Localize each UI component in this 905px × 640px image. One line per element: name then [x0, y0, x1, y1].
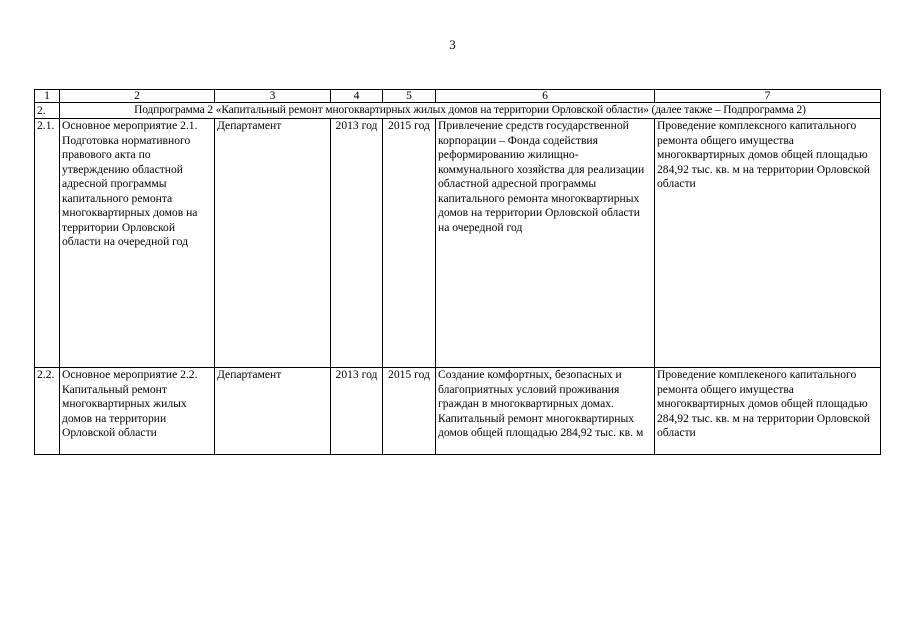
start-year: 2013 год — [331, 368, 383, 455]
header-cell: 7 — [655, 90, 881, 103]
page-number: 3 — [449, 37, 456, 52]
header-cell: 4 — [331, 90, 383, 103]
measures-table — [34, 89, 881, 455]
subprogram-row — [35, 103, 881, 119]
header-cell: 2 — [60, 90, 215, 103]
header-cell: 1 — [35, 90, 60, 103]
start-year: 2013 год — [331, 119, 383, 368]
header-cell: 6 — [436, 90, 655, 103]
measure-name: Основное мероприятие 2.2. Капитальный ремонт многоквартирных жилых домов на территории Орловской области — [60, 368, 215, 455]
row-number: 2.1. — [35, 119, 60, 368]
end-year: 2015 год — [383, 119, 436, 368]
table-row — [35, 119, 881, 368]
table-header-row — [35, 90, 881, 103]
measure-name: Основное мероприятие 2.1. Подготовка нормативного правового акта по утверждению областной адресной программы капитального ремонта многоквартирных домов на территории Орловской области на очередной год — [60, 119, 215, 368]
table-row — [35, 368, 881, 455]
row-number: 2.2. — [35, 368, 60, 455]
expected-result: Привлечение средств государственной корпорации – Фонда содействия реформированию жилищно-коммунального хозяйства для реализации областной адресной программы капитального ремонта многоквартирных домов на территории Орловской области на очередной год — [436, 119, 655, 368]
subprogram-number: 2. — [35, 103, 60, 119]
indicator: Проведение комплексного капитального ремонта общего имущества многоквартирных домов общей площадью 284,92 тыс. кв. м на территории Орловской области — [655, 119, 881, 368]
subprogram-title: Подпрограмма 2 «Капитальный ремонт многоквартирных жилых домов на территории Орловской области» (далее также – Подпрограмма 2) — [60, 103, 881, 119]
expected-result: Создание комфортных, безопасных и благоприятных условий проживания граждан в многоквартирных домах. Капитальный ремонт многоквартирных домов общей площадью 284,92 тыс. кв. м — [436, 368, 655, 455]
end-year: 2015 год — [383, 368, 436, 455]
executor: Департамент — [215, 119, 331, 368]
indicator: Проведение комплекеного капитального ремонта общего имущества многоквартирных домов общей площадью 284,92 тыс. кв. м на территории Орловской области — [655, 368, 881, 455]
header-cell: 3 — [215, 90, 331, 103]
header-cell: 5 — [383, 90, 436, 103]
executor: Департамент — [215, 368, 331, 455]
